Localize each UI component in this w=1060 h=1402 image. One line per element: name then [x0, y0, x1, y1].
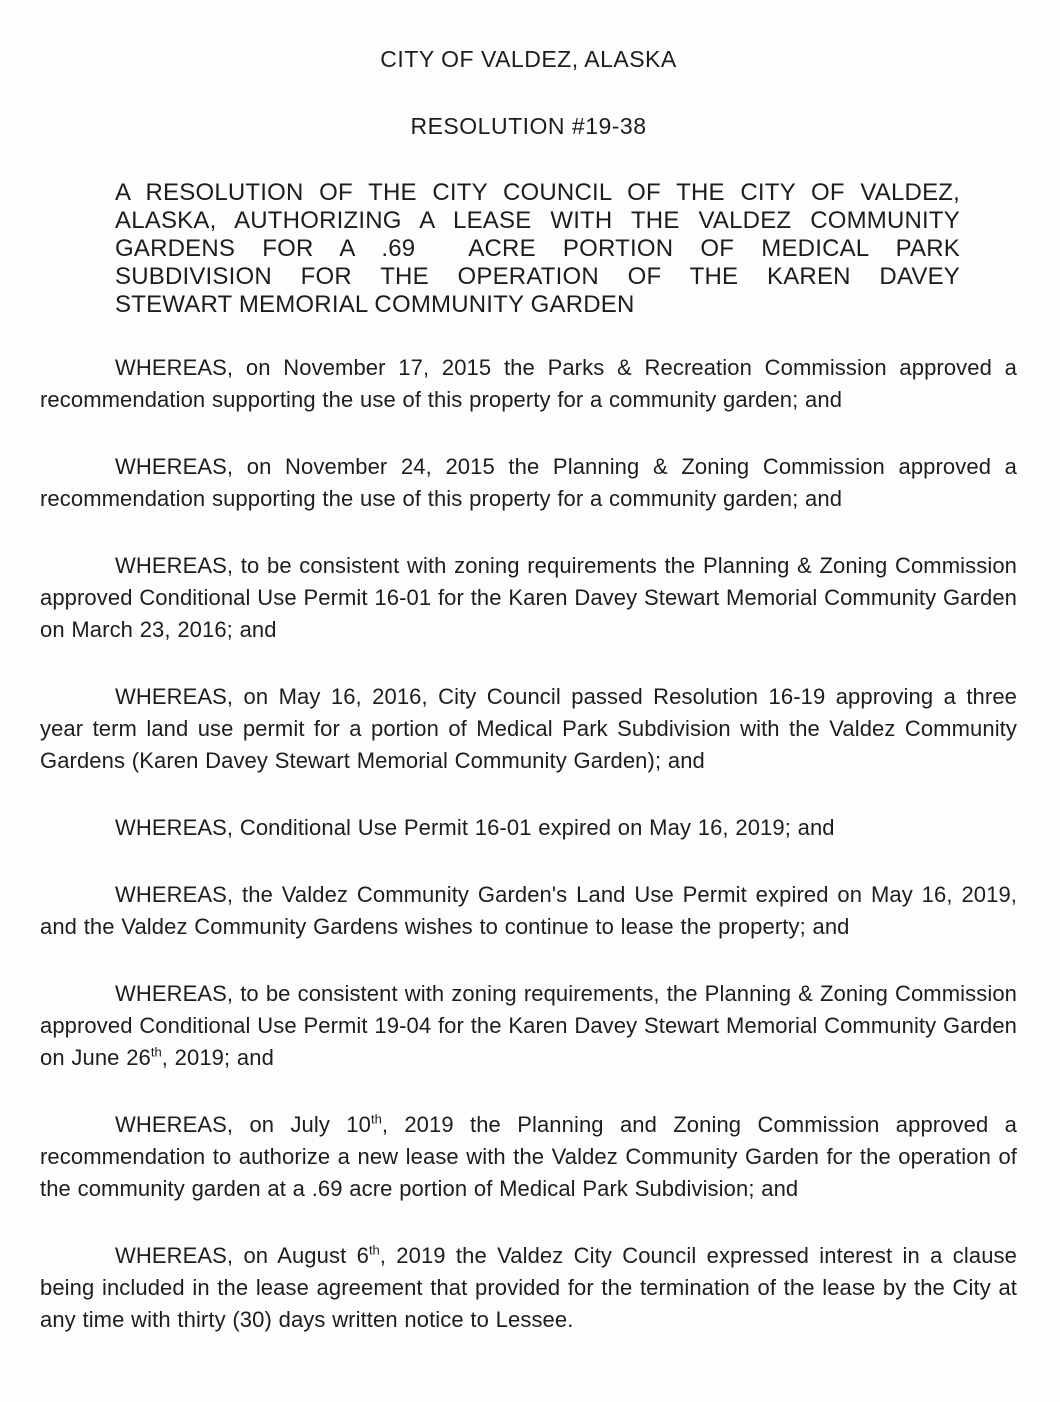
resolution-title-line: A RESOLUTION OF THE CITY COUNCIL OF THE CITY OF VALDEZ, — [115, 179, 960, 206]
resolution-title-line: SUBDIVISION FOR THE OPERATION OF THE KAREN DAVEY — [115, 263, 960, 290]
whereas-paragraph-3 — [40, 550, 1017, 646]
paragraph-text: WHEREAS, the Valdez Community Garden's Land Use Permit expired on May 16, 2019, and the Valdez Community Gardens wishes to continue to lease the property; and — [40, 882, 1017, 939]
paragraph-text: WHEREAS, on August 6 — [115, 1243, 369, 1268]
paragraph-text: WHEREAS, on November 24, 2015 the Planning & Zoning Commission approved a recommendation supporting the use of this property for a community garden; and — [40, 454, 1017, 511]
whereas-paragraph-6 — [40, 879, 1017, 943]
ordinal-superscript: th — [370, 1111, 382, 1127]
paragraph-text: , 2019 the Planning and Zoning Commission approved a recommendation to authorize a new lease with the Valdez Community Garden for the operation of the community garden at a .69 acre portion of Medical Park Subdivision; and — [40, 1112, 1017, 1201]
ordinal-superscript: th — [368, 1242, 380, 1258]
resolution-title-line: STEWART MEMORIAL COMMUNITY GARDEN — [115, 291, 635, 318]
paragraph-text: WHEREAS, on May 16, 2016, City Council passed Resolution 16-19 approving a three year term land use permit for a portion of Medical Park Subdivision with the Valdez Community Gardens (Karen Davey Stewart Memorial Community Garden); and — [40, 684, 1017, 773]
whereas-paragraph-4 — [40, 681, 1017, 777]
resolution-title-line: ALASKA, AUTHORIZING A LEASE WITH THE VALDEZ COMMUNITY — [115, 207, 960, 234]
whereas-paragraph-8 — [40, 1109, 1017, 1205]
resolution-title-line: GARDENS FOR A .69 ACRE PORTION OF MEDICAL PARK — [115, 235, 960, 262]
resolution-number-heading: RESOLUTION #19-38 — [410, 113, 647, 139]
whereas-paragraph-2 — [40, 451, 1017, 515]
city-heading: CITY OF VALDEZ, ALASKA — [380, 46, 677, 72]
paragraph-text: WHEREAS, Conditional Use Permit 16-01 expired on May 16, 2019; and — [115, 815, 835, 840]
paragraph-text: WHEREAS, to be consistent with zoning requirements the Planning & Zoning Commission approved Conditional Use Permit 16-01 for the Karen Davey Stewart Memorial Community Garden on March 23, 2016; and — [40, 553, 1017, 642]
paragraph-text: , 2019; and — [161, 1045, 274, 1070]
whereas-paragraph-1 — [40, 352, 1017, 416]
whereas-paragraph-7 — [40, 978, 1017, 1074]
ordinal-superscript: th — [150, 1044, 162, 1060]
paragraph-text: , 2019 the Valdez City Council expressed interest in a clause being included in the lease agreement that provided for the termination of the lease by the City at any time with thirty (30) days written notice to Lessee. — [40, 1243, 1017, 1332]
paragraph-text: WHEREAS, on November 17, 2015 the Parks & Recreation Commission approved a recommendation supporting the use of this property for a community garden; and — [40, 355, 1017, 412]
paragraph-text: WHEREAS, on July 10 — [115, 1112, 371, 1137]
whereas-paragraph-5 — [40, 812, 1017, 844]
resolution-title-block — [115, 179, 960, 319]
whereas-paragraph-9 — [40, 1240, 1017, 1336]
paragraph-text: WHEREAS, to be consistent with zoning requirements, the Planning & Zoning Commission approved Conditional Use Permit 19-04 for the Karen Davey Stewart Memorial Community Garden on June 26 — [40, 981, 1017, 1070]
